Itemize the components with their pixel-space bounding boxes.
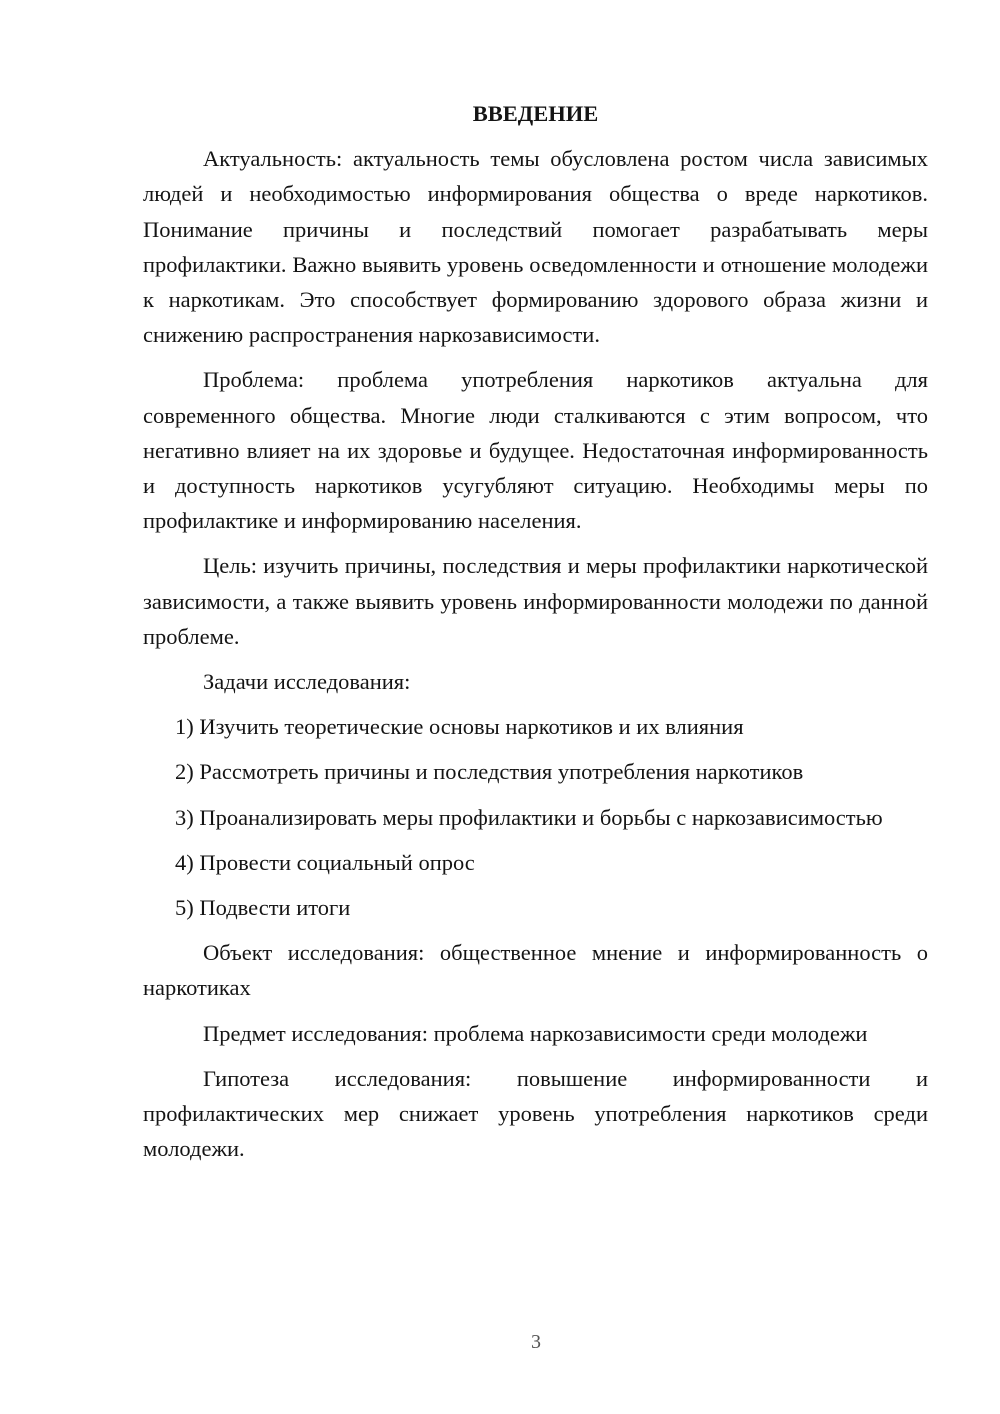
task-item-4: 4) Провести социальный опрос	[175, 849, 475, 875]
task-item-1: 1) Изучить теоретические основы наркотиков и их влияния	[175, 714, 744, 740]
tasks-heading: Задачи исследования:	[203, 669, 411, 695]
hypothesis-paragraph: Гипотеза исследования: повышение информированности и профилактических мер снижает уровень употребления наркотиков среди молодежи.	[143, 1065, 928, 1162]
object-paragraph: Объект исследования: общественное мнение и информированность о наркотиках	[143, 940, 928, 1001]
relevance-paragraph: Актуальность: актуальность темы обусловлена ростом числа зависимых людей и необходимостью информирования общества о вреде наркотиков. Понимание причины и последствий помогает разрабатывать меры профилактики. Важно выявить уровень осведомленности и отношение молодежи к наркотикам. Это способствует формированию здорового образа жизни и снижению распространения наркозависимости.	[143, 146, 928, 348]
page-title: ВВЕДЕНИЕ	[472, 101, 599, 126]
page-content	[143, 96, 928, 1176]
task-item-2: 2) Рассмотреть причины и последствия употребления наркотиков	[175, 759, 804, 785]
subject-paragraph: Предмет исследования: проблема наркозависимости среди молодежи	[203, 1020, 868, 1046]
problem-paragraph: Проблема: проблема употребления наркотиков актуальна для современного общества. Многие люди сталкиваются с этим вопросом, что негативно влияет на их здоровье и будущее. Недостаточная информированность и доступность наркотиков усугубляют ситуацию. Необходимы меры по профилактике и информированию населения.	[143, 367, 928, 534]
page-number: 3	[531, 1331, 541, 1353]
task-item-3: 3) Проанализировать меры профилактики и борьбы с наркозависимостью	[175, 804, 883, 830]
goal-paragraph: Цель: изучить причины, последствия и меры профилактики наркотической зависимости, а также выявить уровень информированности молодежи по данной проблеме.	[143, 553, 928, 649]
task-item-5: 5) Подвести итоги	[175, 895, 351, 921]
